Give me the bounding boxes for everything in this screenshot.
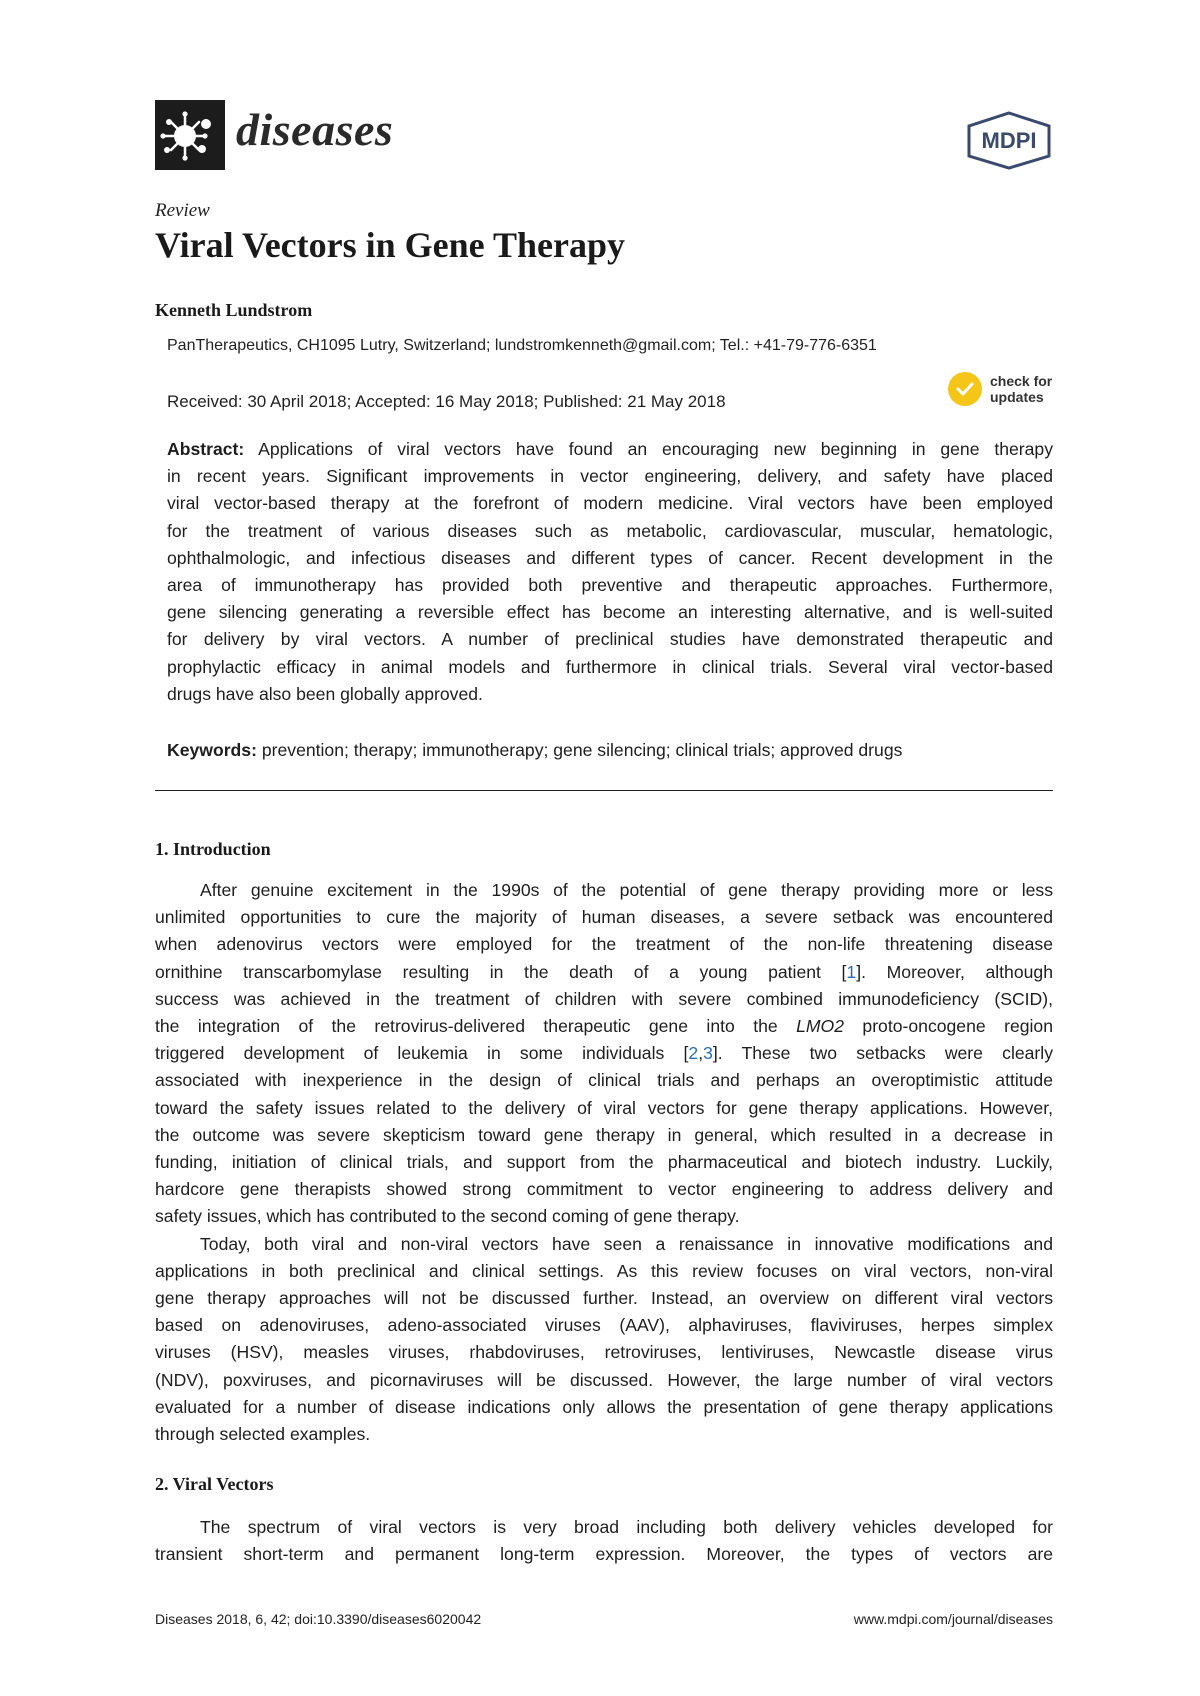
body-line: Today, both viral and non-viral vectors have seen a renaissance in innovative modifications and	[200, 1233, 1053, 1254]
journal-logo	[155, 100, 225, 170]
abstract	[167, 436, 1053, 708]
reference-link[interactable]: 2	[688, 1043, 699, 1064]
check-for-updates-line2: updates	[990, 389, 1044, 405]
body-line: toward the safety issues related to the delivery of viral vectors for gene therapy applications. However,	[155, 1097, 1053, 1118]
author-affiliation: PanTherapeutics, CH1095 Lutry, Switzerland; lundstromkenneth@gmail.com; Tel.: +41-79-776-6351	[167, 337, 877, 354]
body-line: After genuine excitement in the 1990s of the potential of gene therapy providing more or less	[200, 880, 1053, 900]
abstract-line: ophthalmologic, and infectious diseases and different types of cancer. Recent development in the	[167, 547, 1053, 568]
header-divider	[155, 790, 1053, 791]
viral-vectors-body	[155, 1514, 1053, 1568]
body-line: gene therapy approaches will not be discussed further. Instead, an overview on different viral vectors	[155, 1288, 1053, 1309]
body-line: through selected examples.	[155, 1424, 371, 1445]
abstract-line: gene silencing generating a reversible effect has become an interesting alternative, and is well-suited	[167, 602, 1053, 623]
reference-link[interactable]: 1	[846, 961, 857, 982]
article-title: Viral Vectors in Gene Therapy	[155, 225, 625, 265]
footer-journal-link[interactable]: www.mdpi.com/journal/diseases	[853, 1611, 1053, 1627]
journal-name: diseases	[236, 104, 394, 155]
check-for-updates-line1: check for	[990, 373, 1053, 389]
body-line: transient short-term and permanent long-term expression. Moreover, the types of vectors are	[155, 1544, 1053, 1565]
section-heading-viral-vectors: 2. Viral Vectors	[155, 1474, 274, 1494]
author-name: Kenneth Lundstrom	[155, 300, 313, 320]
publication-dates: Received: 30 April 2018; Accepted: 16 May 2018; Published: 21 May 2018	[167, 392, 726, 411]
body-line: the outcome was severe skepticism toward gene therapy in general, which resulted in a decrease in	[155, 1124, 1053, 1145]
check-for-updates-label	[990, 373, 1052, 405]
mdpi-logo	[963, 110, 1055, 170]
body-line: ornithine transcarbomylase resulting in the death of a young patient [1]. Moreover, although	[155, 961, 1053, 982]
body-line: success was achieved in the treatment of children with severe combined immunodeficiency (SCID),	[155, 988, 1053, 1009]
body-line: evaluated for a number of disease indications only allows the presentation of gene therapy applications	[155, 1396, 1053, 1417]
abstract-line: in recent years. Significant improvements in vector engineering, delivery, and safety have placed	[167, 466, 1053, 487]
introduction-body	[155, 877, 1053, 1448]
body-line: triggered development of leukemia in some individuals [2,3]. These two setbacks were clearly	[155, 1043, 1053, 1064]
abstract-line: drugs have also been globally approved.	[167, 683, 483, 704]
body-line: hardcore gene therapists showed strong commitment to vector engineering to address delivery and	[155, 1179, 1053, 1200]
body-line: The spectrum of viral vectors is very broad including both delivery vehicles developed for	[200, 1517, 1053, 1537]
abstract-line: area of immunotherapy has provided both preventive and therapeutic approaches. Furthermore,	[167, 575, 1053, 596]
checkmark-icon	[955, 379, 975, 399]
body-line: the integration of the retrovirus-delivered therapeutic gene into the LMO2 proto-oncogene region	[155, 1016, 1053, 1037]
check-for-updates-badge[interactable]	[948, 370, 1088, 410]
keywords-text: prevention; therapy; immunotherapy; gene silencing; clinical trials; approved drugs	[261, 740, 903, 760]
abstract-line: for the treatment of various diseases such as metabolic, cardiovascular, muscular, hematologic,	[167, 520, 1053, 541]
body-line: when adenovirus vectors were employed for the treatment of the non-life threatening disease	[155, 934, 1053, 955]
keywords-label: Keywords:	[167, 740, 257, 760]
mdpi-hexagon-icon	[963, 110, 1055, 170]
abstract-line: viral vector-based therapy at the forefront of modern medicine. Viral vectors have been employed	[167, 493, 1053, 514]
body-line: associated with inexperience in the design of clinical trials and perhaps an overoptimistic attitude	[155, 1070, 1053, 1091]
body-line: funding, initiation of clinical trials, and support from the pharmaceutical and biotech industry. Luckily,	[155, 1152, 1053, 1173]
body-line: safety issues, which has contributed to the second coming of gene therapy.	[155, 1206, 740, 1227]
virus-icon	[155, 100, 225, 170]
abstract-line: Applications of viral vectors have found an encouraging new beginning in gene therapy	[258, 439, 1053, 459]
body-line: unlimited opportunities to cure the majority of human diseases, a severe setback was encountered	[155, 907, 1053, 928]
body-line: (NDV), poxviruses, and picornaviruses will be discussed. However, the large number of viral vectors	[155, 1369, 1053, 1390]
reference-link[interactable]: 3	[703, 1043, 713, 1064]
abstract-line: for delivery by viral vectors. A number of preclinical studies have demonstrated therapeutic and	[167, 629, 1053, 650]
keywords	[167, 737, 1053, 764]
article-type: Review	[155, 200, 210, 221]
abstract-line: prophylactic efficacy in animal models and furthermore in clinical trials. Several viral vector-based	[167, 656, 1053, 677]
abstract-label: Abstract:	[167, 439, 245, 459]
body-line: based on adenoviruses, adeno-associated viruses (AAV), alphaviruses, flaviviruses, herpes simplex	[155, 1315, 1053, 1336]
mdpi-logo-text: MDPI	[981, 128, 1037, 153]
body-line: applications in both preclinical and clinical settings. As this review focuses on viral vectors, non-viral	[155, 1260, 1053, 1281]
footer-citation: Diseases 2018, 6, 42; doi:10.3390/diseases6020042	[155, 1611, 482, 1627]
section-heading-introduction: 1. Introduction	[155, 839, 271, 859]
body-line: viruses (HSV), measles viruses, rhabdoviruses, retroviruses, lentiviruses, Newcastle disease virus	[155, 1342, 1053, 1363]
